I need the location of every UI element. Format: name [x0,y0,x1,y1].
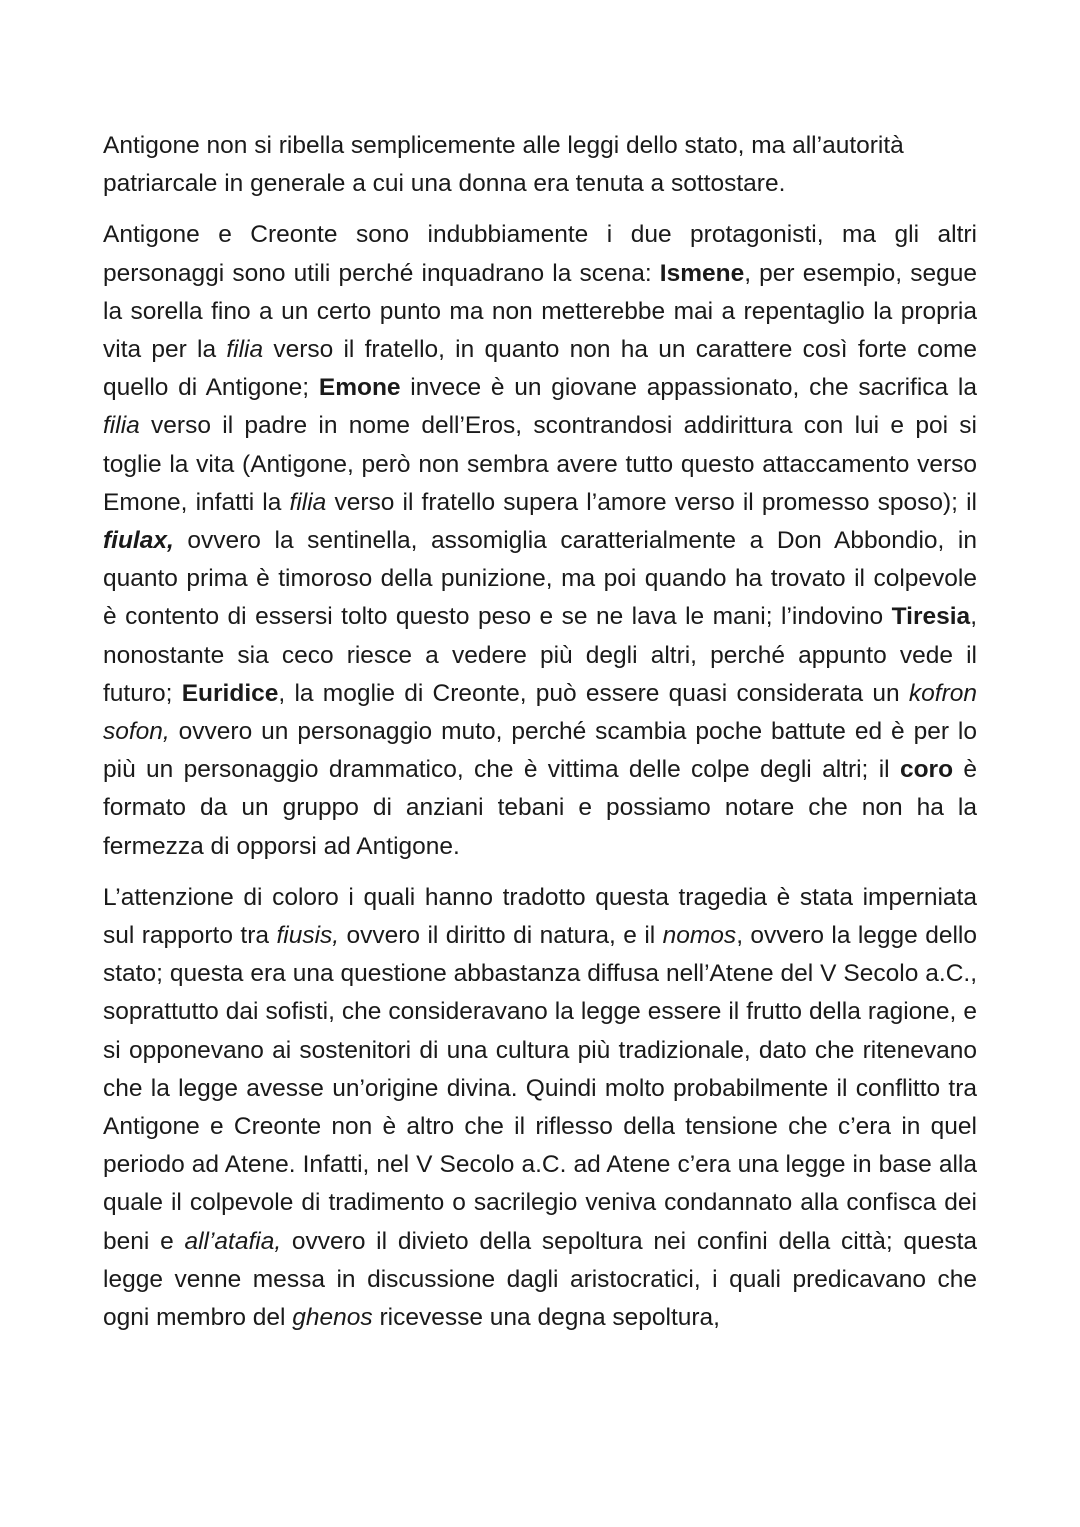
text-segment-normal: verso il fratello, in quanto non ha un carattere così forte come quello di Antigone; [103,336,978,402]
text-segment-normal: Antigone non si ribella semplicemente alle leggi dello stato, ma all’autorità patriarcale in generale a cui una donna era tenuta a sottostare. [103,132,904,198]
text-segment-normal: , la moglie di Creonte, può essere quasi considerata un [278,679,909,707]
text-segment-normal: verso il fratello supera l’amore verso il promesso sposo); il [326,488,977,516]
text-segment-normal: ovvero la sentinella, assomiglia caratterialmente a Don Abbondio, in quanto prima è timoroso della punizione, ma poi quando ha trovato il colpevole è contento di essersi tolto questo peso e se ne lava le mani; l’indovino [103,527,977,631]
text-segment-bold: Ismene [659,259,745,287]
text-segment-normal: invece è un giovane appassionato, che sacrifica la [400,374,977,402]
text-segment-italic: fiusis, [276,922,340,950]
paragraph-1 [103,127,977,203]
text-segment-normal: ricevesse una degna sepoltura, [372,1304,720,1332]
text-segment-italic: filia [226,336,264,364]
text-segment-bold: Euridice [181,679,279,707]
text-segment-italic: filia [289,488,327,516]
text-segment-italic: kofron sofon, [103,679,977,746]
text-segment-italic: ghenos [292,1304,373,1332]
text-segment-bold: Emone [318,374,401,402]
text-segment-normal: è formato da un gruppo di anziani tebani e possiamo notare che non ha la fermezza di opporsi ad Antigone. [103,756,978,860]
text-segment-bold-italic: fiulax, [103,527,174,555]
text-segment-normal: , per esempio, segue la sorella fino a un certo punto ma non metterebbe mai a repentaglio la propria vita per la [103,259,977,364]
text-segment-italic: nomos [662,922,737,950]
document-page [103,127,977,1350]
text-segment-normal: verso il padre in nome dell’Eros, scontrandosi addirittura con lui e poi si toglie la vita (Antigone, però non sembra avere tutto questo attaccamento verso Emone, infatti la [103,412,977,516]
text-segment-italic: all’atafia, [184,1227,282,1255]
text-segment-italic: filia [103,412,140,440]
text-segment-normal: ovvero il diritto di natura, e il [339,922,663,950]
text-segment-bold: coro [899,756,954,784]
text-segment-normal: , ovvero la legge dello stato; questa era una questione abbastanza diffusa nell’Atene del V Secolo a.C., soprattutto dai sofisti, che consideravano la legge essere il frutto della ragione, e si opponevano ai sostenitori di una cultura più tradizionale, dato che ritenevano che la legge avesse un’origine divina. Quindi molto probabilmente il conflitto tra Antigone e Creonte non è altro che il riflesso della tensione che c’era in quel periodo ad Atene. Infatti, nel V Secolo a.C. ad Atene c’era una legge in base alla quale il colpevole di tradimento o sacrilegio veniva condannato alla confisca dei beni e [103,922,977,1255]
text-segment-normal: Antigone e Creonte sono indubbiamente i due protagonisti, ma gli altri personaggi sono utili perché inquadrano la scena: [103,221,977,287]
text-segment-bold: Tiresia [891,603,971,631]
text-segment-normal: ovvero il divieto della sepoltura nei confini della città; questa legge venne messa in discussione dagli aristocratici, i quali predicavano che ogni membro del [103,1227,977,1332]
text-segment-normal: ovvero un personaggio muto, perché scambia poche battute ed è per lo più un personaggio drammatico, che è vittima delle colpe degli altri; il [103,718,977,784]
text-segment-normal: L’attenzione di coloro i quali hanno tradotto questa tragedia è stata imperniata sul rapporto tra [103,883,977,950]
text-segment-normal: , nonostante sia ceco riesce a vedere più degli altri, perché appunto vede il futuro; [103,603,977,707]
paragraph-2 [103,216,977,865]
paragraph-3 [103,879,977,1337]
